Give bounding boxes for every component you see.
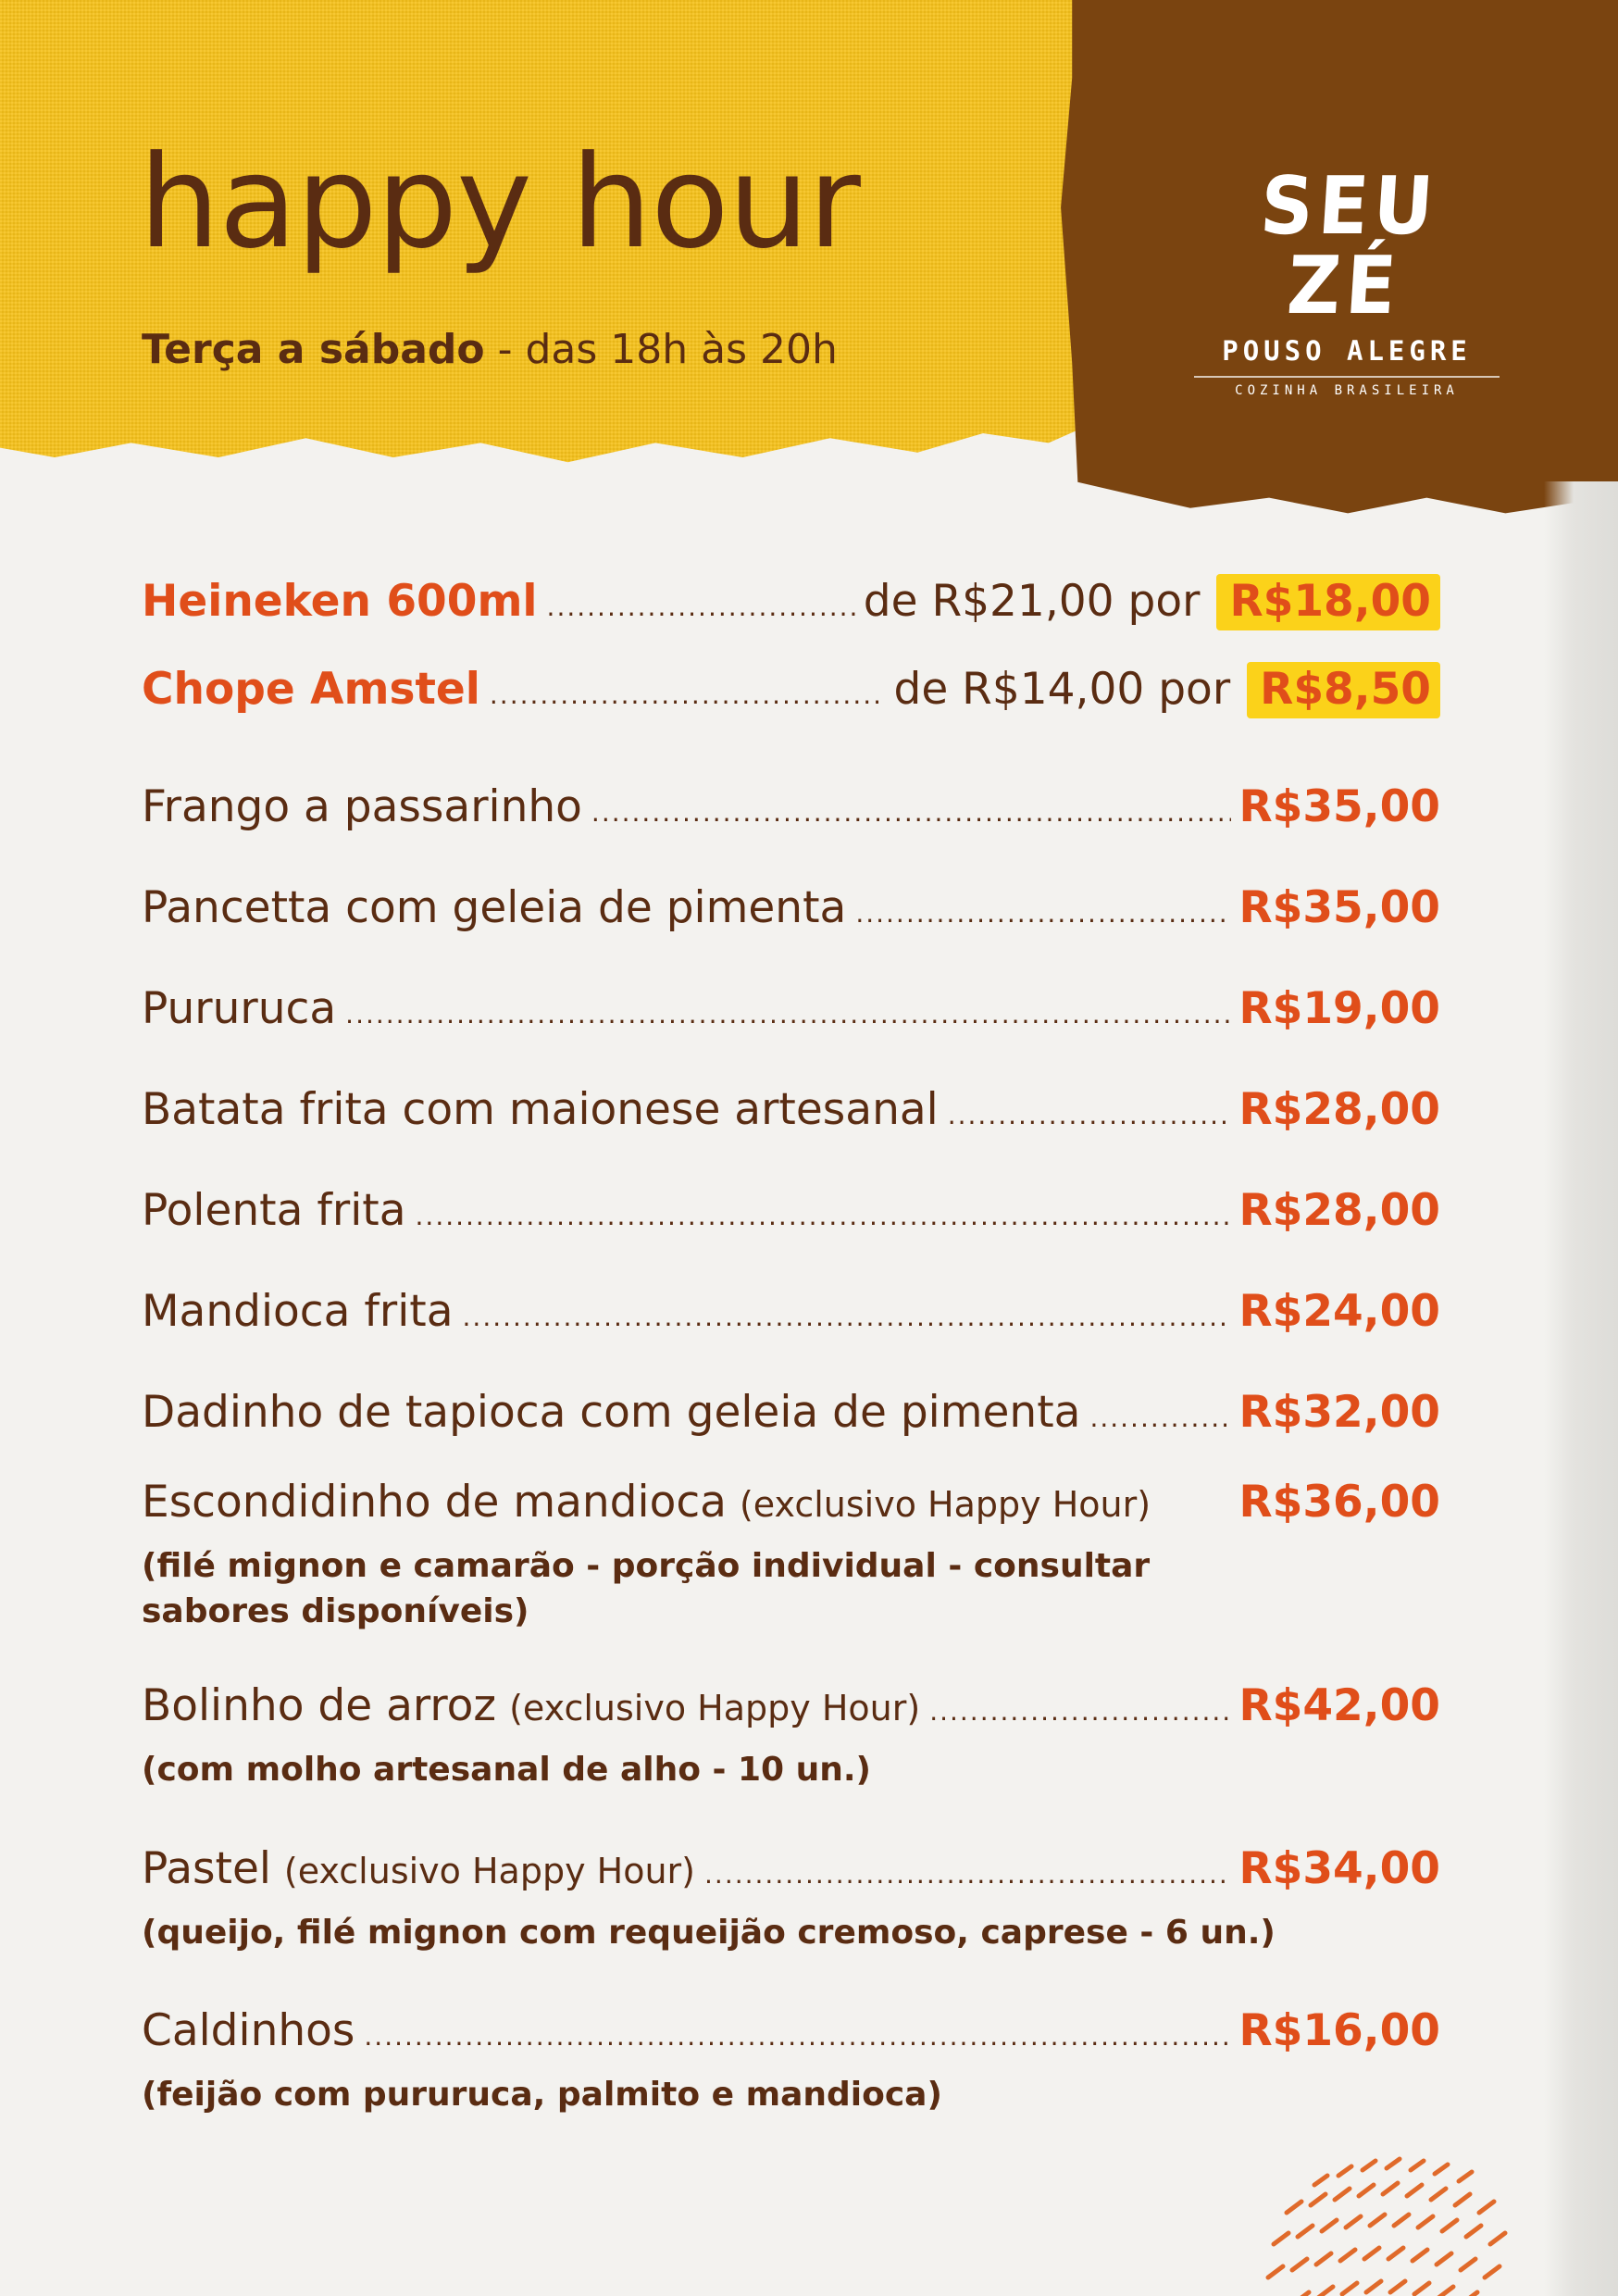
item-name: Bolinho de arroz xyxy=(142,1680,497,1732)
menu-item xyxy=(142,983,1440,1034)
original-price: de R$14,00 por xyxy=(893,664,1231,715)
logo-tagline: COZINHA BRASILEIRA xyxy=(1235,383,1459,398)
item-price: R$35,00 xyxy=(1238,781,1440,832)
item-description: (com molho artesanal de alho - 10 un.) xyxy=(142,1751,871,1790)
leader-dots xyxy=(416,1204,1232,1229)
item-name: Polenta frita xyxy=(142,1185,406,1236)
logo-divider xyxy=(1194,376,1500,378)
menu-item-promo xyxy=(142,662,1440,718)
logo-name: SEU ZÉ xyxy=(1257,160,1441,332)
exclusive-note: (exclusivo Happy Hour) xyxy=(283,1850,696,1891)
item-name: Frango a passarinho xyxy=(142,781,582,832)
right-edge-texture xyxy=(1544,481,1618,2296)
menu-item-special xyxy=(142,2005,1440,2118)
page-title: happy hour xyxy=(139,128,860,277)
menu-item xyxy=(142,781,1440,832)
item-name: Escondidinho de mandioca xyxy=(142,1477,727,1528)
schedule-hours: - das 18h às 20h xyxy=(484,326,838,373)
item-name: Pancetta com geleia de pimenta xyxy=(142,882,847,933)
item-description: (filé mignon e camarão - porção individual - consultar sabores disponíveis) xyxy=(142,1547,1151,1630)
item-price: R$28,00 xyxy=(1238,1084,1440,1135)
item-price: R$19,00 xyxy=(1238,983,1440,1034)
item-name: Chope Amstel xyxy=(142,664,480,715)
decorative-sketch-circle xyxy=(1250,2148,1546,2296)
exclusive-note: (exclusivo Happy Hour) xyxy=(739,1484,1151,1525)
menu-item xyxy=(142,882,1440,933)
item-name: Heineken 600ml xyxy=(142,576,538,627)
leader-dots xyxy=(490,682,887,708)
leader-dots xyxy=(948,1103,1232,1129)
schedule xyxy=(142,326,838,373)
menu-item xyxy=(142,1387,1440,1438)
menu-item-special xyxy=(142,1477,1440,1634)
exclusive-note: (exclusivo Happy Hour) xyxy=(509,1688,921,1729)
item-price: R$36,00 xyxy=(1238,1477,1440,1528)
schedule-days: Terça a sábado xyxy=(142,326,485,373)
item-name: Batata frita com maionese artesanal xyxy=(142,1084,939,1135)
leader-dots xyxy=(929,1699,1231,1725)
item-price: R$28,00 xyxy=(1238,1185,1440,1236)
menu-item-special xyxy=(142,1842,1440,1956)
leader-dots xyxy=(345,1002,1231,1028)
promo-price: R$18,00 xyxy=(1216,574,1440,630)
restaurant-logo xyxy=(1194,160,1500,398)
menu-list xyxy=(142,574,1440,2118)
item-price: R$34,00 xyxy=(1238,1842,1440,1894)
promo-price: R$8,50 xyxy=(1247,662,1440,718)
leader-dots xyxy=(591,800,1232,826)
menu-item-special xyxy=(142,1680,1440,1793)
item-name: Pastel xyxy=(142,1842,271,1894)
logo-city: POUSO ALEGRE xyxy=(1222,335,1472,367)
leader-dots xyxy=(364,2024,1231,2050)
menu-item xyxy=(142,1185,1440,1236)
item-price: R$42,00 xyxy=(1238,1680,1440,1732)
item-price: R$32,00 xyxy=(1238,1387,1440,1438)
leader-dots xyxy=(704,1862,1231,1888)
leader-dots xyxy=(547,594,856,620)
item-price: R$35,00 xyxy=(1238,882,1440,933)
item-price: R$16,00 xyxy=(1238,2005,1440,2057)
menu-item xyxy=(142,1286,1440,1337)
item-description: (queijo, filé mignon com requeijão cremoso, caprese - 6 un.) xyxy=(142,1913,1276,1952)
menu-item-promo xyxy=(142,574,1440,630)
item-name: Pururuca xyxy=(142,983,337,1034)
menu-item xyxy=(142,1084,1440,1135)
item-description: (feijão com pururuca, palmito e mandioca) xyxy=(142,2076,942,2115)
leader-dots xyxy=(1089,1405,1231,1431)
original-price: de R$21,00 por xyxy=(863,576,1201,627)
item-name: Mandioca frita xyxy=(142,1286,454,1337)
leader-dots xyxy=(855,901,1231,927)
leader-dots xyxy=(463,1304,1232,1330)
item-name: Dadinho de tapioca com geleia de pimenta xyxy=(142,1387,1081,1438)
item-price: R$24,00 xyxy=(1238,1286,1440,1337)
item-name: Caldinhos xyxy=(142,2005,355,2057)
